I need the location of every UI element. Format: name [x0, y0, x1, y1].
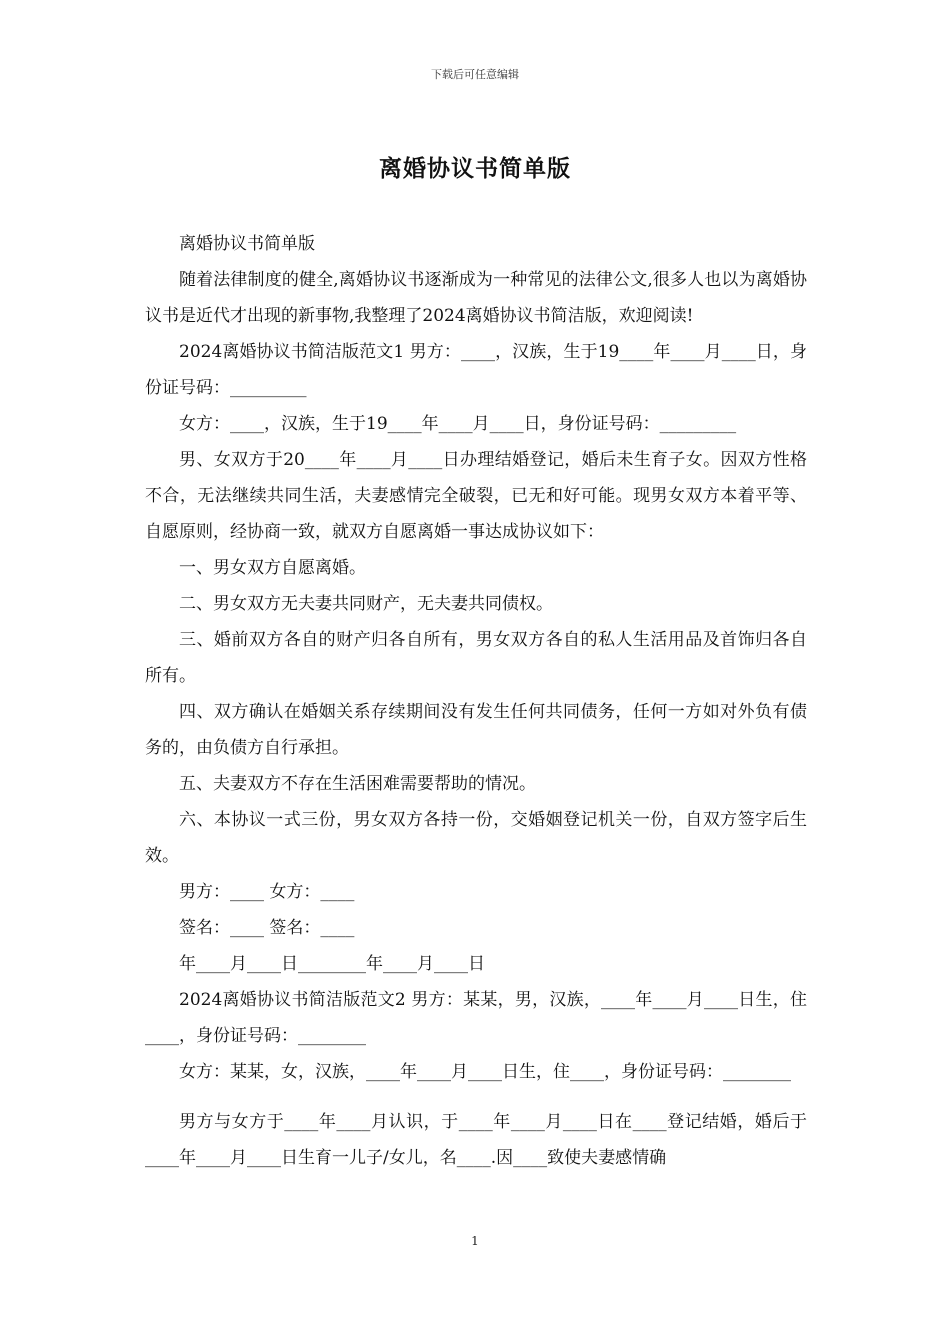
paragraph-sample2-marriage: 男方与女方于____年____月认识，于____年____月____日在____登记结婚，婚后于____年____月____日生育一儿子/女儿，名____.因____致使夫妻感情确 [145, 1112, 807, 1168]
page-header-note: 下载后可任意编辑 [431, 68, 519, 81]
document-body [145, 226, 807, 1176]
paragraph-subtitle: 离婚协议书简单版 [179, 234, 315, 254]
paragraph-clause-3: 三、婚前双方各自的财产归各自所有，男女双方各自的私人生活用品及首饰归各自所有。 [145, 630, 807, 686]
paragraph-sample1-marriage: 男、女双方于20____年____月____日办理结婚登记，婚后未生育子女。因双方性格不合，无法继续共同生活，夫妻感情完全破裂，已无和好可能。现男女双方本着平等、自愿原则，经协商一致，就双方自愿离婚一事达成协议如下： [145, 450, 807, 542]
paragraph-signature-dates: 年____月____日________年____月____日 [179, 954, 485, 974]
paragraph-signature-names: 签名：____ 签名：____ [179, 918, 355, 938]
paragraph-clause-2: 二、男女双方无夫妻共同财产，无夫妻共同债权。 [179, 594, 553, 614]
paragraph-clause-5: 五、夫妻双方不存在生活困难需要帮助的情况。 [179, 774, 536, 794]
paragraph-sample2-wife: 女方：某某，女，汉族，____年____月____日生，住____，身份证号码：________ [179, 1062, 791, 1082]
paragraph-sample2-husband: 2024离婚协议书简洁版范文2 男方：某某，男，汉族，____年____月____日生，住____，身份证号码：________ [145, 990, 807, 1046]
page-number: 1 [471, 1234, 479, 1248]
paragraph-clause-4: 四、双方确认在婚姻关系存续期间没有发生任何共同债务，任何一方如对外负有债务的，由负债方自行承担。 [145, 702, 807, 758]
paragraph-signature-parties: 男方：____ 女方：____ [179, 882, 355, 902]
paragraph-clause-1: 一、男女双方自愿离婚。 [179, 558, 366, 578]
paragraph-sample1-husband: 2024离婚协议书简洁版范文1 男方：____，汉族，生于19____年____月____日，身份证号码：_________ [145, 342, 807, 398]
paragraph-intro: 随着法律制度的健全,离婚协议书逐渐成为一种常见的法律公文,很多人也以为离婚协议书是近代才出现的新事物,我整理了2024离婚协议书简洁版，欢迎阅读! [145, 270, 807, 326]
document-title: 离婚协议书简单版 [379, 156, 571, 182]
paragraph-sample1-wife: 女方：____，汉族，生于19____年____月____日，身份证号码：_________ [179, 414, 737, 434]
paragraph-clause-6: 六、本协议一式三份，男女双方各持一份，交婚姻登记机关一份，自双方签字后生效。 [145, 810, 807, 866]
